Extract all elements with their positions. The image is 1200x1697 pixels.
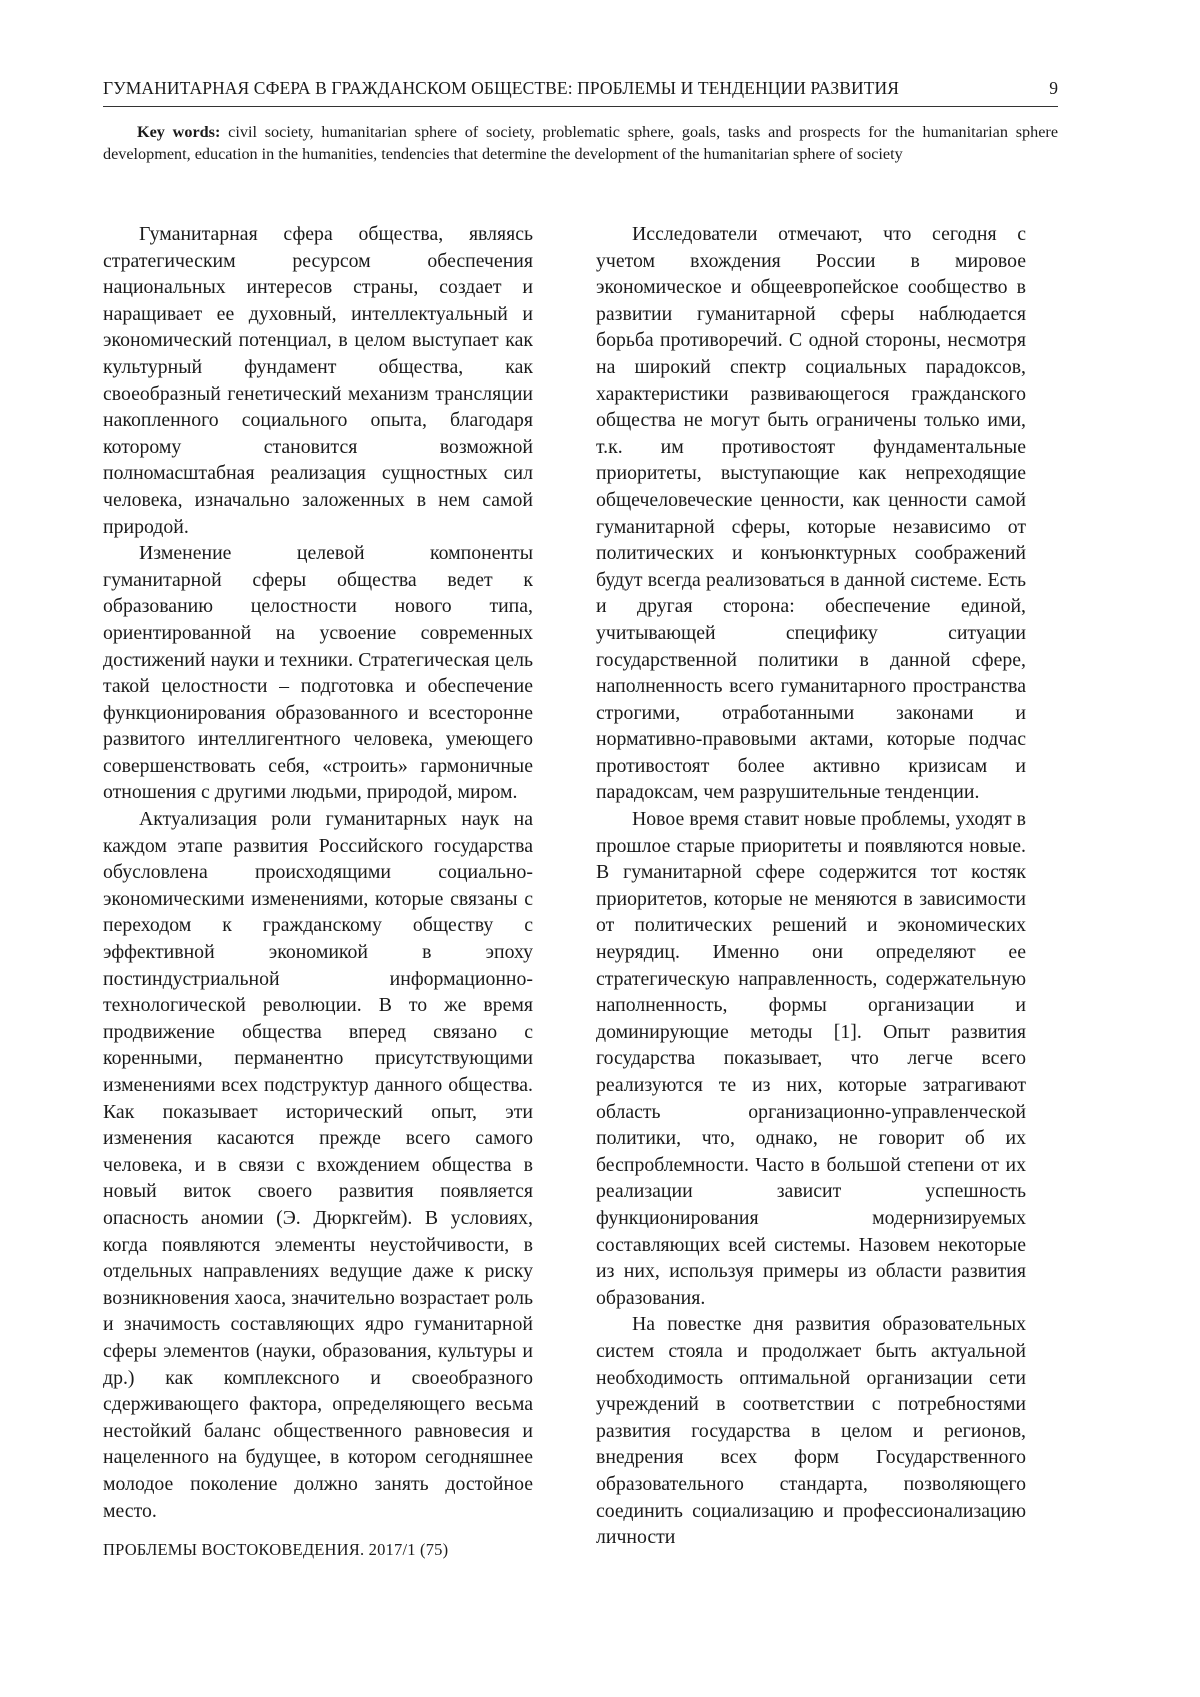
paragraph: На повестке дня развития образовательных систем стояла и продолжает быть актуальной необходимость оптимальной организации сети учреждений в соответствии с потребностями развития государства в целом и регионов, внедрения всех форм Государственного образовательного стандарта, позволяющего соединить социализацию и профессионализацию личности (596, 1313, 1026, 1549)
paragraph: Изменение целевой компоненты гуманитарной сферы общества ведет к образованию целостности нового типа, ориентированной на усвоение современных достижений науки и техники. Стратегическая цель такой целостности – подготовка и обеспечение функционирования образованного и всесторонне развитого интеллигентного человека, умеющего совершенствовать себя, «строить» гармоничные отношения с другими людьми, природой, миром. (103, 542, 533, 804)
journal-footer: ПРОБЛЕМЫ ВОСТОКОВЕДЕНИЯ. 2017/1 (75) (103, 1540, 449, 1559)
keywords-label: Key words: (137, 123, 221, 141)
keywords-block (103, 122, 1058, 165)
keywords-text: civil society, humanitarian sphere of society, problematic sphere, goals, tasks and prospects for the humanitarian sphere development, education in the humanities, tendencies that determine the development of the humanitarian sphere of society (103, 123, 1059, 163)
page-number: 9 (1049, 78, 1058, 98)
right-column (596, 221, 1026, 1551)
left-column (103, 221, 533, 1524)
paragraph: Гуманитарная сфера общества, являясь стратегическим ресурсом обеспечения национальных интересов страны, создает и наращивает ее духовный, интеллектуальный и экономический потенциал, в целом выступает как культурный фундамент общества, как своеобразный генетический механизм трансляции накопленного социального опыта, благодаря которому становится возможной полномасштабная реализация сущностных сил человека, изначально заложенных в нем самой природой. (103, 223, 533, 538)
paragraph: Новое время ставит новые проблемы, уходят в прошлое старые приоритеты и появляются новые. В гуманитарной сфере содержится тот костяк приоритетов, которые не меняются в зависимости от политических решений и экономических неурядиц. Именно они определяют ее стратегическую направленность, содержательную наполненность, формы организации и доминирующие методы [1]. Опыт развития государства показывает, что легче всего реализуются те из них, которые затрагивают область организационно-управленческой политики, что, однако, не говорит об их беспроблемности. Часто в большой степени от их реализации зависит успешность функционирования модернизируемых составляющих всей системы. Назовем некоторые из них, используя примеры из области развития образования. (596, 808, 1026, 1309)
running-header (103, 76, 1058, 107)
paragraph: Актуализация роли гуманитарных наук на каждом этапе развития Российского государства обусловлена происходящими социально-экономическими изменениями, которые связаны с переходом к гражданскому обществу с эффективной экономикой в эпоху постиндустриальной информационно-технологической революции. В то же время продвижение общества вперед связано с коренными, перманентно присутствующими изменениями всех подструктур данного общества. Как показывает исторический опыт, эти изменения касаются прежде всего самого человека, и в связи с вхождением общества в новый виток своего развития появляется опасность аномии (Э. Дюркгейм). В условиях, когда появляются элементы неустойчивости, в отдельных направлениях ведущие даже к риску возникновения хаоса, значительно возрастает роль и значимость составляющих ядро гуманитарной сферы элементов (науки, образования, культуры и др.) как комплексного и своеобразного сдерживающего фактора, определяющего весьма нестойкий баланс общественного равновесия и нацеленного на будущее, в котором сегодняшнее молодое поколение должно занять достойное место. (103, 808, 533, 1522)
running-title: ГУМАНИТАРНАЯ СФЕРА В ГРАЖДАНСКОМ ОБЩЕСТВЕ: ПРОБЛЕМЫ И ТЕНДЕНЦИИ РАЗВИТИЯ (103, 78, 899, 98)
paragraph: Исследователи отмечают, что сегодня с учетом вхождения России в мировое экономическое и общеевропейское сообщество в развитии гуманитарной сферы наблюдается борьба противоречий. С одной стороны, несмотря на широкий спектр социальных парадоксов, характеристики развивающегося гражданского общества не могут быть ограничены только ими, т.к. им противостоят фундаментальные приоритеты, выступающие как непреходящие общечеловеческие ценности, как ценности самой гуманитарной сферы, которые независимо от политических и конъюнктурных соображений будут всегда реализоваться в данной системе. Есть и другая сторона: обеспечение единой, учитывающей специфику ситуации государственной политики в данной сфере, наполненность всего гуманитарного пространства строгими, отработанными законами и нормативно-правовыми актами, которые подчас противостоят более активно кризисам и парадоксам, чем разрушительные тенденции. (596, 223, 1026, 804)
